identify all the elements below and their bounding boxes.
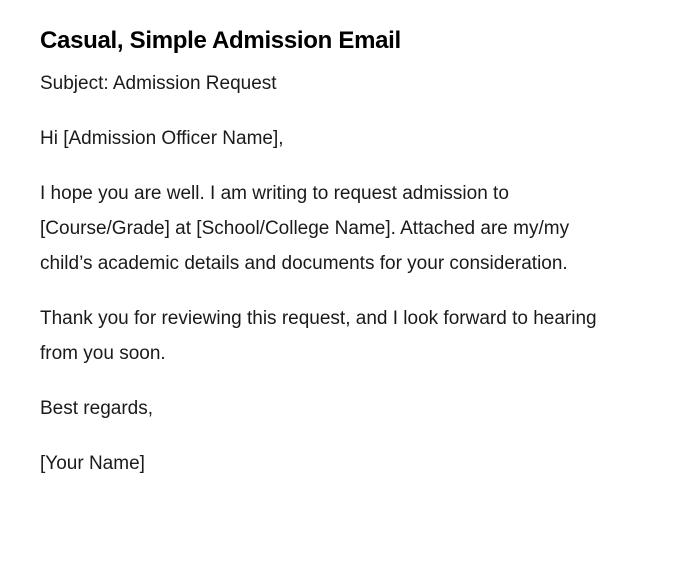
email-signature: [Your Name] xyxy=(40,453,145,474)
email-template-document xyxy=(40,24,620,501)
document-title: Casual, Simple Admission Email xyxy=(40,27,401,54)
email-subject-line: Subject: Admission Request xyxy=(40,73,277,94)
email-body-paragraph-1: I hope you are well. I am writing to request admission to [Course/Grade] at [School/College Name]. Attached are my/my child’s academic details and documents for your consideration. xyxy=(40,183,570,274)
email-body-paragraph-2: Thank you for reviewing this request, and I look forward to hearing from you soon. xyxy=(40,308,597,364)
email-greeting: Hi [Admission Officer Name], xyxy=(40,128,284,149)
email-closing: Best regards, xyxy=(40,398,153,419)
